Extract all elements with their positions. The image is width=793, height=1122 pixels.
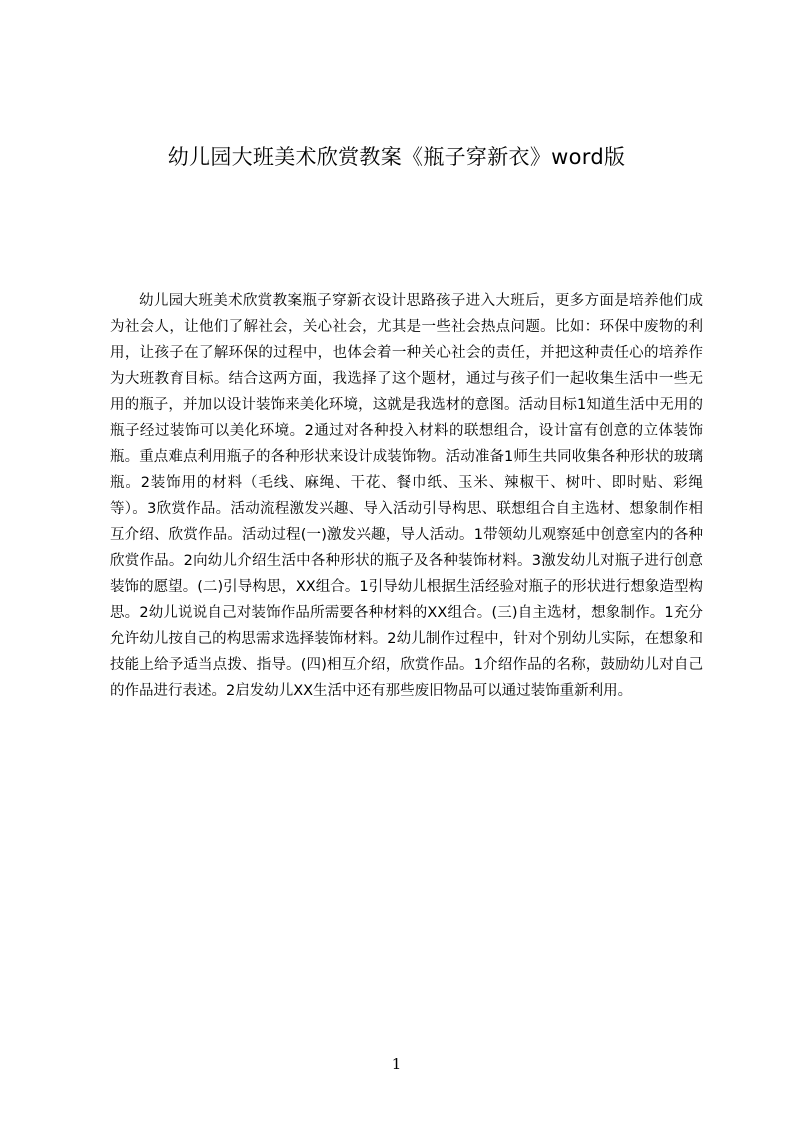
page-number: 1 bbox=[391, 1055, 402, 1073]
document-body-paragraph: 幼儿园大班美术欣赏教案瓶子穿新衣设计思路孩子进入大班后，更多方面是培养他们成为社会人，让他们了解社会，关心社会，尤其是一些社会热点问题。比如：环保中废物的利用，让孩子在了解环保的过程中，也体会着一种关心社会的责任，并把这种责任心的培养作为大班教育目标。结合这两方面，我选择了这个题材，通过与孩子们一起收集生活中一些无用的瓶子，并加以设计装饰来美化环境，这就是我选材的意图。活动目标1知道生活中无用的瓶子经过装饰可以美化环境。2通过对各种投入材料的联想组合，设计富有创意的立体装饰瓶。重点难点利用瓶子的各种形状来设计成装饰物。活动准备1师生共同收集各种形状的玻璃瓶。2装饰用的材料（毛线、麻绳、干花、餐巾纸、玉米、辣椒干、树叶、即时贴、彩绳等）。3欣赏作品。活动流程激发兴趣、导入活动引导构思、联想组合自主选材、想象制作相互介绍、欣赏作品。活动过程(一)激发兴趣，导人活动。1带领幼儿观察延中创意室内的各种欣赏作品。2向幼儿介绍生活中各种形状的瓶子及各种装饰材料。3激发幼儿对瓶子进行创意装饰的愿望。(二)引导构思，XX组合。1引导幼儿根据生活经验对瓶子的形状进行想象造型构思。2幼儿说说自己对装饰作品所需要各种材料的XX组合。(三)自主选材，想象制作。1充分允许幼儿按自己的构思需求选择装饰材料。2幼儿制作过程中，针对个别幼儿实际，在想象和技能上给予适当点拨、指导。(四)相互介绍，欣赏作品。1介绍作品的名称，鼓励幼儿对自己的作品进行表述。2启发幼儿XX生活中还有那些废旧物品可以通过装饰重新利用。 bbox=[110, 293, 703, 699]
document-title: 幼儿园大班美术欣赏教案《瓶子穿新衣》word版 bbox=[167, 145, 626, 169]
